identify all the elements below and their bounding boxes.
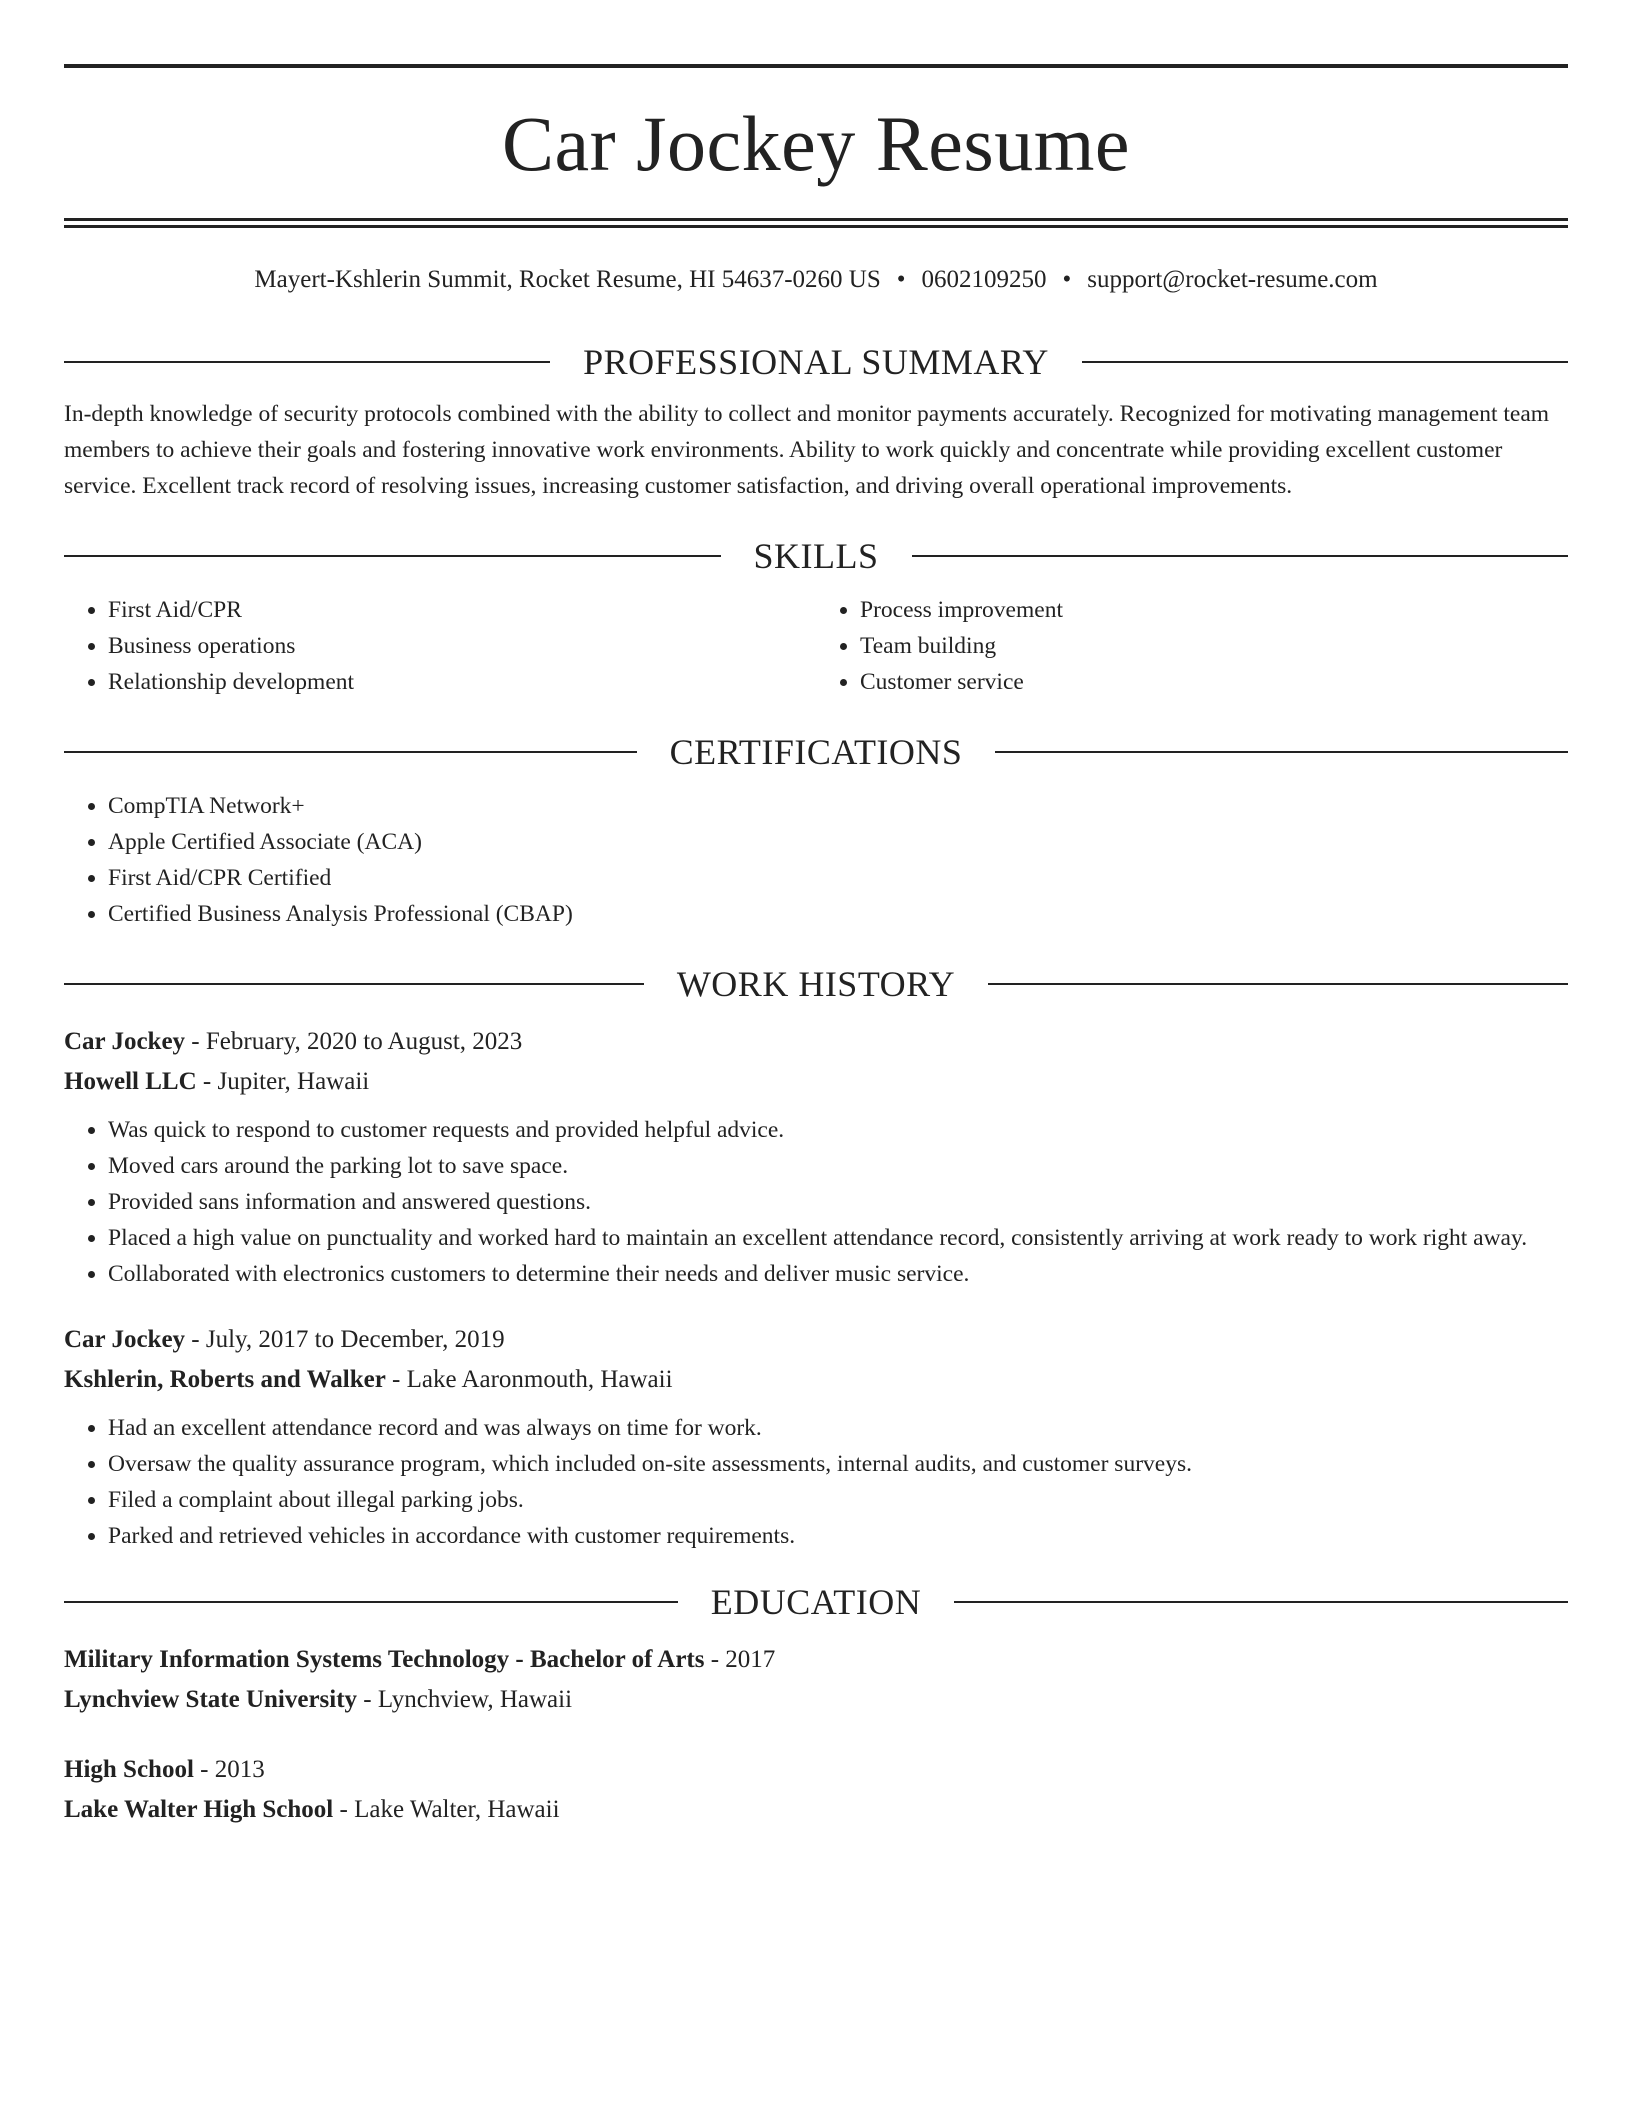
job-company-line: [64, 1360, 1568, 1400]
job-duties-list: [64, 1410, 1568, 1554]
degree-line: [64, 1750, 1568, 1790]
job-title: Car Jockey: [64, 1326, 186, 1353]
job-title: Car Jockey: [64, 1028, 186, 1055]
company-name: Howell LLC: [64, 1068, 197, 1095]
skill-item: • Business operations: [108, 628, 816, 664]
top-rule: [64, 64, 1568, 68]
contact-email: support@rocket-resume.com: [1087, 266, 1378, 293]
job-duties-list: [64, 1112, 1568, 1292]
job-title-line: [64, 1022, 1568, 1062]
work-entry: [64, 1320, 1568, 1554]
contact-separator: •: [896, 266, 906, 293]
job-duty: • Collaborated with electronics customers to determine their needs and deliver music service.: [108, 1256, 1568, 1292]
contact-separator: •: [1062, 266, 1072, 293]
contact-line: [64, 262, 1568, 298]
heading-rule: [995, 751, 1568, 753]
degree-year: - 2017: [704, 1646, 776, 1673]
job-duty: • Had an excellent attendance record and was always on time for work.: [108, 1410, 1568, 1446]
certification-item: • CompTIA Network+: [108, 788, 1568, 824]
certifications-list: [64, 788, 1568, 932]
skills-list: [64, 592, 1568, 700]
skill-item: • Team building: [860, 628, 1568, 664]
education-entry: [64, 1750, 1568, 1830]
heading-rule: [1082, 361, 1568, 363]
school-name: Lynchview State University: [64, 1686, 358, 1713]
work-entry: [64, 1022, 1568, 1292]
job-duty: • Oversaw the quality assurance program, which included on-site assessments, internal audits, and customer surveys.: [108, 1446, 1568, 1482]
degree-name: High School: [64, 1756, 194, 1783]
heading-rule: [64, 555, 721, 557]
job-duty: • Was quick to respond to customer requests and provided helpful advice.: [108, 1112, 1568, 1148]
section-title: CERTIFICATIONS: [669, 732, 963, 772]
heading-rule: [64, 751, 637, 753]
job-duty: • Moved cars around the parking lot to save space.: [108, 1148, 1568, 1184]
heading-rule: [912, 555, 1569, 557]
degree-year: - 2013: [193, 1756, 265, 1783]
section-title: PROFESSIONAL SUMMARY: [583, 342, 1049, 382]
skills-column-right: [816, 592, 1568, 700]
job-dates: - July, 2017 to December, 2019: [185, 1326, 505, 1353]
skill-item: • First Aid/CPR: [108, 592, 816, 628]
job-duty: • Placed a high value on punctuality and worked hard to maintain an excellent attendance record, consistently arriving at work ready to work right away.: [108, 1220, 1568, 1256]
resume-title: Car Jockey Resume: [501, 100, 1130, 187]
section-title: WORK HISTORY: [676, 964, 956, 1004]
job-duty: • Provided sans information and answered questions.: [108, 1184, 1568, 1220]
section-heading-certifications: [64, 730, 1568, 774]
heading-rule: [64, 361, 550, 363]
company-location: - Lake Aaronmouth, Hawaii: [385, 1366, 673, 1393]
school-line: [64, 1790, 1568, 1830]
contact-address: Mayert-Kshlerin Summit, Rocket Resume, HI 54637-0260 US: [254, 266, 881, 293]
summary-text: In-depth knowledge of security protocols combined with the ability to collect and monitor payments accurately. Recognized for motivating management team members to achieve their goals and fostering innovative work environments. Ability to work quickly and concentrate while providing excellent customer service. Excellent track record of resolving issues, increasing customer satisfaction, and driving overall operational improvements.: [64, 401, 1550, 499]
skill-item: • Customer service: [860, 664, 1568, 700]
job-duty: • Parked and retrieved vehicles in accordance with customer requirements.: [108, 1518, 1568, 1554]
job-duty: • Filed a complaint about illegal parking jobs.: [108, 1482, 1568, 1518]
school-line: [64, 1680, 1568, 1720]
job-title-line: [64, 1320, 1568, 1360]
job-dates: - February, 2020 to August, 2023: [185, 1028, 523, 1055]
certification-item: • Certified Business Analysis Professional (CBAP): [108, 896, 1568, 932]
school-location: - Lynchview, Hawaii: [357, 1686, 573, 1713]
section-heading-summary: [64, 340, 1568, 384]
school-location: - Lake Walter, Hawaii: [333, 1796, 560, 1823]
heading-rule: [954, 1601, 1568, 1603]
job-company-line: [64, 1062, 1568, 1102]
title-double-rule: [64, 218, 1568, 228]
company-name: Kshlerin, Roberts and Walker: [64, 1366, 386, 1393]
heading-rule: [988, 983, 1568, 985]
skills-column-left: [64, 592, 816, 700]
school-name: Lake Walter High School: [64, 1796, 334, 1823]
section-title: EDUCATION: [710, 1582, 922, 1622]
contact-phone: 0602109250: [921, 266, 1047, 293]
skill-item: • Relationship development: [108, 664, 816, 700]
certification-item: • First Aid/CPR Certified: [108, 860, 1568, 896]
section-heading-work: [64, 962, 1568, 1006]
section-heading-education: [64, 1580, 1568, 1624]
resume-page: [64, 64, 1568, 1830]
degree-line: [64, 1640, 1568, 1680]
section-heading-skills: [64, 534, 1568, 578]
education-entry: [64, 1640, 1568, 1720]
section-title: SKILLS: [753, 536, 879, 576]
skill-item: • Process improvement: [860, 592, 1568, 628]
heading-rule: [64, 1601, 678, 1603]
heading-rule: [64, 983, 644, 985]
company-location: - Jupiter, Hawaii: [196, 1068, 370, 1095]
certification-item: • Apple Certified Associate (ACA): [108, 824, 1568, 860]
degree-name: Military Information Systems Technology - Bachelor of Arts: [64, 1646, 705, 1673]
